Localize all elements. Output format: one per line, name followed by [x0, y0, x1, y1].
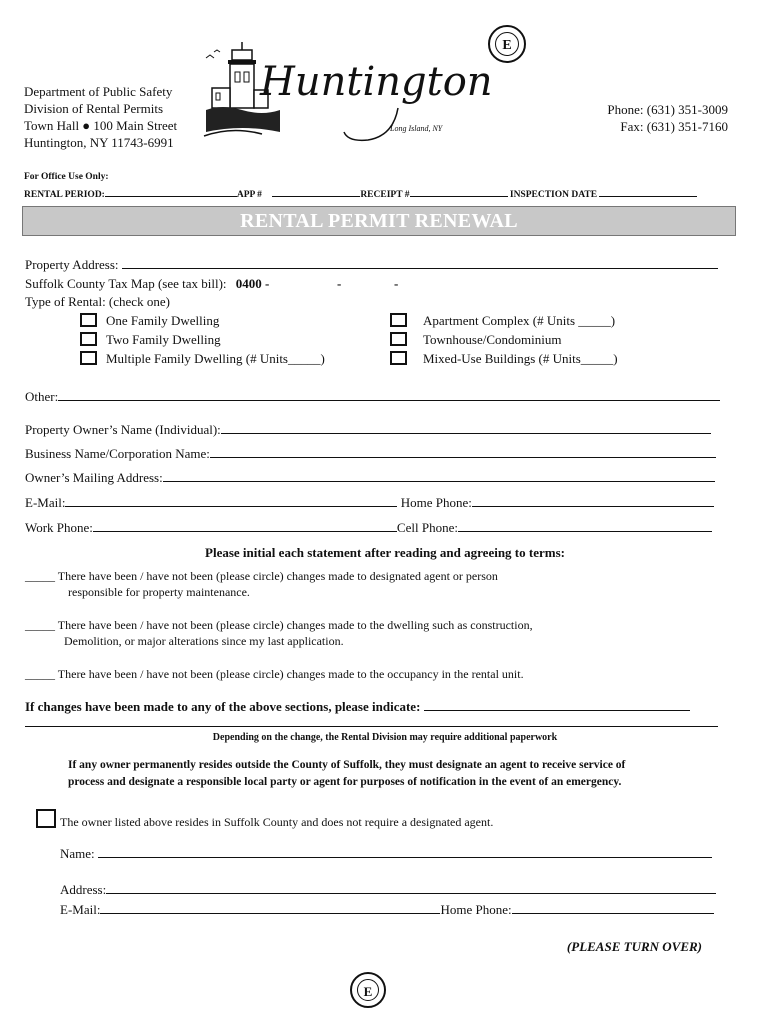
cell-phone-label: Cell Phone:: [396, 520, 458, 535]
business-name-field[interactable]: [210, 446, 716, 458]
changes-note: Depending on the change, the Rental Division may require additional paperwork: [212, 732, 558, 743]
statement-3-line-1: _____ There have been / have not been (please circle) changes made to the occupancy in the rental unit.: [25, 667, 524, 681]
contact-block: [607, 102, 728, 134]
agent-email-row: [60, 902, 714, 917]
inspection-date-label: INSPECTION DATE: [509, 190, 598, 200]
townhouse-label: Townhouse/Condominium: [423, 332, 562, 347]
property-address-field[interactable]: [122, 257, 718, 269]
app-field[interactable]: [272, 185, 360, 197]
town-seal-icon: [488, 25, 526, 63]
mailing-address-field[interactable]: [163, 470, 715, 482]
mixed-use-label: Mixed-Use Buildings (# Units_____): [423, 351, 618, 366]
form-title-banner: [22, 206, 736, 236]
mixed-use-checkbox[interactable]: [390, 351, 407, 365]
statement-2-line-2: Demolition, or major alterations since my last application.: [64, 634, 344, 648]
business-name-label: Business Name/Corporation Name:: [25, 446, 210, 461]
huntington-logo: [202, 36, 493, 156]
resides-in-suffolk-label: The owner listed above resides in Suffolk County and does not require a designated agent.: [60, 815, 494, 829]
address-line: Huntington, NY 11743-6991: [24, 135, 174, 150]
app-label: APP #: [236, 190, 262, 200]
statement-2-line-1: _____ There have been / have not been (please circle) changes made to the dwelling such as construction,: [25, 618, 533, 632]
statement-1-line-1: _____ There have been / have not been (please circle) changes made to designated agent or person: [25, 569, 498, 583]
tax-map-row: [25, 276, 269, 291]
owner-email-field[interactable]: [65, 495, 397, 507]
seal-letter: E: [495, 32, 519, 56]
one-family-label: One Family Dwelling: [106, 313, 220, 328]
logo-wordmark: Huntington: [260, 59, 493, 105]
townhouse-checkbox[interactable]: [390, 332, 407, 346]
two-family-checkbox[interactable]: [80, 332, 97, 346]
rental-type-label: Type of Rental: (check one): [25, 294, 170, 309]
agent-email-label: E-Mail:: [60, 902, 101, 917]
department-address: [24, 84, 177, 150]
footer-seal-icon: [350, 972, 386, 1008]
property-address-row: [25, 257, 718, 272]
agent-address-field[interactable]: [106, 882, 716, 894]
owner-home-phone-label: Home Phone:: [400, 495, 472, 510]
two-family-label: Two Family Dwelling: [106, 332, 221, 347]
tax-map-dash: -: [337, 276, 342, 291]
owner-name-row: [25, 422, 711, 437]
phone-number: Phone: (631) 351-3009: [607, 102, 728, 117]
work-phone-label: Work Phone:: [25, 520, 93, 535]
form-title: RENTAL PERMIT RENEWAL: [240, 210, 518, 232]
agent-home-phone-label: Home Phone:: [440, 902, 512, 917]
business-name-row: [25, 446, 716, 461]
changes-label: If changes have been made to any of the above sections, please indicate:: [25, 699, 421, 714]
statement-1-line-2: responsible for property maintenance.: [68, 585, 250, 599]
agent-notice-line-1: If any owner permanently resides outside the County of Suffolk, they must designate an agent to receive service of: [68, 759, 626, 771]
property-address-label: Property Address:: [25, 257, 119, 272]
rental-period-field[interactable]: [105, 185, 237, 197]
fax-number: Fax: (631) 351-7160: [620, 119, 728, 134]
owner-home-phone-field[interactable]: [472, 495, 714, 507]
seal-letter: E: [357, 979, 379, 1001]
office-use-title: For Office Use Only:: [24, 172, 109, 182]
agent-name-row: [60, 846, 712, 861]
tax-map-label: Suffolk County Tax Map (see tax bill):: [25, 276, 227, 291]
resides-in-suffolk-checkbox[interactable]: [36, 809, 56, 828]
please-turn-over: (PLEASE TURN OVER): [566, 939, 702, 954]
inspection-date-field[interactable]: [599, 185, 697, 197]
changes-row: [25, 699, 690, 714]
apartment-complex-label: Apartment Complex (# Units _____): [423, 313, 616, 328]
mailing-address-label: Owner’s Mailing Address:: [25, 470, 163, 485]
changes-field[interactable]: [424, 699, 690, 711]
owner-name-field[interactable]: [221, 422, 711, 434]
agent-notice-line-2: process and designate a responsible local party or agent for purposes of notification in the event of an emergency.: [68, 776, 622, 788]
logo-subtext: Long Island, NY: [390, 124, 443, 133]
owner-email-label: E-Mail:: [25, 495, 66, 510]
email-home-row: [25, 495, 714, 510]
receipt-label: RECEIPT #: [360, 190, 410, 200]
agent-home-phone-field[interactable]: [512, 902, 714, 914]
other-field[interactable]: [58, 389, 720, 401]
apartment-complex-checkbox[interactable]: [390, 313, 407, 327]
address-line: Department of Public Safety: [24, 84, 173, 99]
other-label: Other:: [25, 389, 59, 404]
multiple-family-label: Multiple Family Dwelling (# Units_____): [106, 351, 325, 366]
agent-name-label: Name:: [60, 846, 95, 861]
other-row: [25, 389, 720, 404]
office-use-row: [24, 185, 697, 201]
terms-heading: Please initial each statement after reading and agreeing to terms:: [205, 545, 565, 560]
one-family-checkbox[interactable]: [80, 313, 97, 327]
rental-period-label: RENTAL PERIOD:: [24, 190, 105, 200]
owner-name-label: Property Owner’s Name (Individual):: [25, 422, 221, 437]
address-line: Division of Rental Permits: [24, 101, 164, 116]
work-phone-field[interactable]: [93, 520, 397, 532]
agent-address-label: Address:: [60, 882, 107, 897]
agent-address-row: [60, 882, 716, 897]
agent-email-field[interactable]: [100, 902, 440, 914]
cell-phone-field[interactable]: [458, 520, 712, 532]
multiple-family-checkbox[interactable]: [80, 351, 97, 365]
address-line: Town Hall ● 100 Main Street: [24, 118, 178, 133]
changes-continuation-line[interactable]: [25, 726, 718, 727]
receipt-field[interactable]: [410, 185, 508, 197]
agent-name-field[interactable]: [98, 846, 712, 858]
tax-map-dash: -: [394, 276, 399, 291]
tax-map-prefix: 0400 -: [235, 276, 270, 291]
mailing-address-row: [25, 470, 715, 485]
work-cell-row: [25, 520, 712, 535]
